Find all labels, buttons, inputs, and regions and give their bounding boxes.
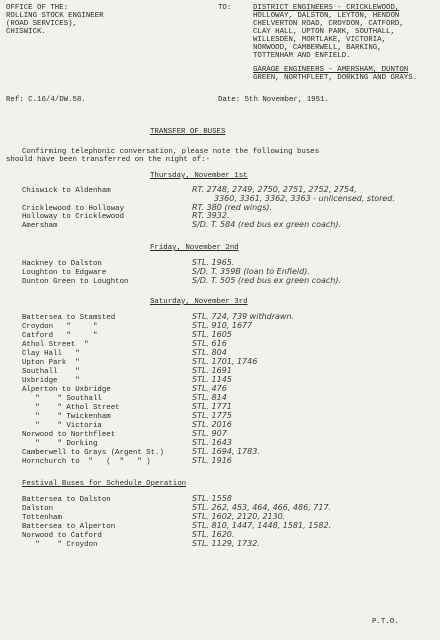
row-left: Southall " <box>22 368 80 376</box>
row-right: S/D. T. 359B (loan to Enfield). <box>192 267 310 276</box>
row-right: S/D. T. 505 (red bus ex green coach). <box>192 276 342 285</box>
to-line-3: CHELVERTON ROAD, CROYDON, CATFORD, <box>253 20 404 28</box>
row-right: STL. 2016 <box>192 420 232 429</box>
row-left: Hornchurch to " ( " " ) <box>22 458 151 466</box>
row-right: STL. 1145 <box>192 375 232 384</box>
garage-line-2: GREEN, NORTHFLEET, DORKING AND GRAYS. <box>253 74 418 82</box>
row-right: S/D. T. 584 (red bus ex green coach). <box>192 220 342 229</box>
row-left: Uxbridge " <box>22 377 80 385</box>
row-right: 3360, 3361, 3362, 3363 - unlicensed, stored. <box>214 194 395 203</box>
from-line-2: ROLLING STOCK ENGINEER <box>6 12 104 20</box>
row-left: " " Croydon <box>22 541 98 549</box>
row-left: " " Twickenham <box>22 413 111 421</box>
date: Date: 5th November, 1951. <box>218 96 329 104</box>
row-right: STL. 910, 1677 <box>192 321 253 330</box>
row-right: STL. 1771 <box>192 402 232 411</box>
row-right: STL. 810, 1447, 1448, 1581, 1582. <box>192 521 332 530</box>
section-heading-festival: Festival Buses for Schedule Operation <box>22 480 187 488</box>
row-left: " " Victoria <box>22 422 102 430</box>
from-line-4: CHISWICK. <box>6 28 46 36</box>
row-right: STL. 1643 <box>192 438 232 447</box>
row-right: STL. 616 <box>192 339 227 348</box>
row-left: Dalston <box>22 505 54 513</box>
intro-line-1: Confirming telephonic conversation, please note the following buses <box>22 148 320 156</box>
row-right: STL. 724, 739 withdrawn. <box>192 312 295 321</box>
row-left: Battersea to Stamsted <box>22 314 116 322</box>
row-right: STL. 1620. <box>192 530 235 539</box>
row-right: STL. 1558 <box>192 494 232 503</box>
row-left: Battersea to Alperton <box>22 523 116 531</box>
row-left: Battersea to Dalston <box>22 496 111 504</box>
row-left: Dunton Green to Loughton <box>22 278 129 286</box>
row-left: Loughton to Edgware <box>22 269 107 277</box>
row-left: Athol Street " <box>22 341 89 349</box>
row-left: Norwood to Catford <box>22 532 102 540</box>
to-line-6: NORWOOD, CAMBERWELL, BARKING, <box>253 44 382 52</box>
to-line-1: DISTRICT ENGINEERS - CRICKLEWOOD, <box>253 4 400 12</box>
row-right: STL. 1694, 1783. <box>192 447 260 456</box>
row-left: Cricklewood to Holloway <box>22 205 125 213</box>
row-left: Catford " " <box>22 332 98 340</box>
row-left: Holloway to Cricklewood <box>22 213 125 221</box>
row-right: STL. 1129, 1732. <box>192 539 260 548</box>
to-label: TO: <box>218 4 232 12</box>
row-left: " " Dorking <box>22 440 98 448</box>
from-line-3: (ROAD SERVICES), <box>6 20 77 28</box>
section-heading-friday: Friday, November 2nd <box>150 244 239 252</box>
intro-line-2: should have been transferred on the night of:- <box>6 156 211 164</box>
row-right: RT. 380 (red wings). <box>192 203 273 212</box>
row-right: STL. 1605 <box>192 330 232 339</box>
row-right: STL. 907 <box>192 429 227 438</box>
row-left: Amersham <box>22 222 58 230</box>
row-left: Hackney to Dalston <box>22 260 102 268</box>
row-left: Camberwell to Grays (Argent St.) <box>22 449 164 457</box>
row-left: Croydon " " <box>22 323 98 331</box>
row-right: STL. 476 <box>192 384 227 393</box>
to-line-5: WILLESDEN, MORTLAKE, VICTORIA, <box>253 36 387 44</box>
row-right: STL. 814 <box>192 393 227 402</box>
row-right: STL. 1602, 2120, 2130. <box>192 512 286 521</box>
row-left: " " Southall <box>22 395 102 403</box>
section-heading-thursday: Thursday, November 1st <box>150 172 248 180</box>
row-right: STL. 262, 453, 464, 466, 486, 717. <box>192 503 332 512</box>
row-right: STL. 1775 <box>192 411 232 420</box>
reference: Ref: C.16/4/DW.58. <box>6 96 86 104</box>
garage-line-1: GARAGE ENGINEERS - AMERSHAM, DUNTON <box>253 66 409 74</box>
row-right: RT. 2748, 2749, 2750, 2751, 2752, 2754, <box>192 185 357 194</box>
row-right: STL. 1701, 1746 <box>192 357 258 366</box>
section-heading-saturday: Saturday, November 3rd <box>150 298 248 306</box>
document-title: TRANSFER OF BUSES <box>150 128 226 136</box>
row-left: Chiswick to Aldenham <box>22 187 111 195</box>
row-left: Upton Park " <box>22 359 80 367</box>
page-footer: P.T.O. <box>372 618 399 626</box>
to-line-2: HOLLOWAY, DALSTON, LEYTON, HENDON <box>253 12 400 20</box>
to-line-4: CLAY HALL, UPTON PARK, SOUTHALL, <box>253 28 395 36</box>
row-right: STL. 1965. <box>192 258 235 267</box>
to-line-7: TOTTENHAM AND ENFIELD. <box>253 52 351 60</box>
row-left: Alperton to Uxbridge <box>22 386 111 394</box>
from-line-1: OFFICE OF THE: <box>6 4 69 12</box>
row-left: " " Athol Street <box>22 404 120 412</box>
row-left: Tottenham <box>22 514 62 522</box>
row-right: STL. 1691 <box>192 366 232 375</box>
row-right: RT. 3932. <box>192 211 230 220</box>
row-right: STL. 1916 <box>192 456 232 465</box>
row-left: Norwood to Northfleet <box>22 431 116 439</box>
row-left: Clay Hall " <box>22 350 80 358</box>
row-right: STL. 804 <box>192 348 227 357</box>
